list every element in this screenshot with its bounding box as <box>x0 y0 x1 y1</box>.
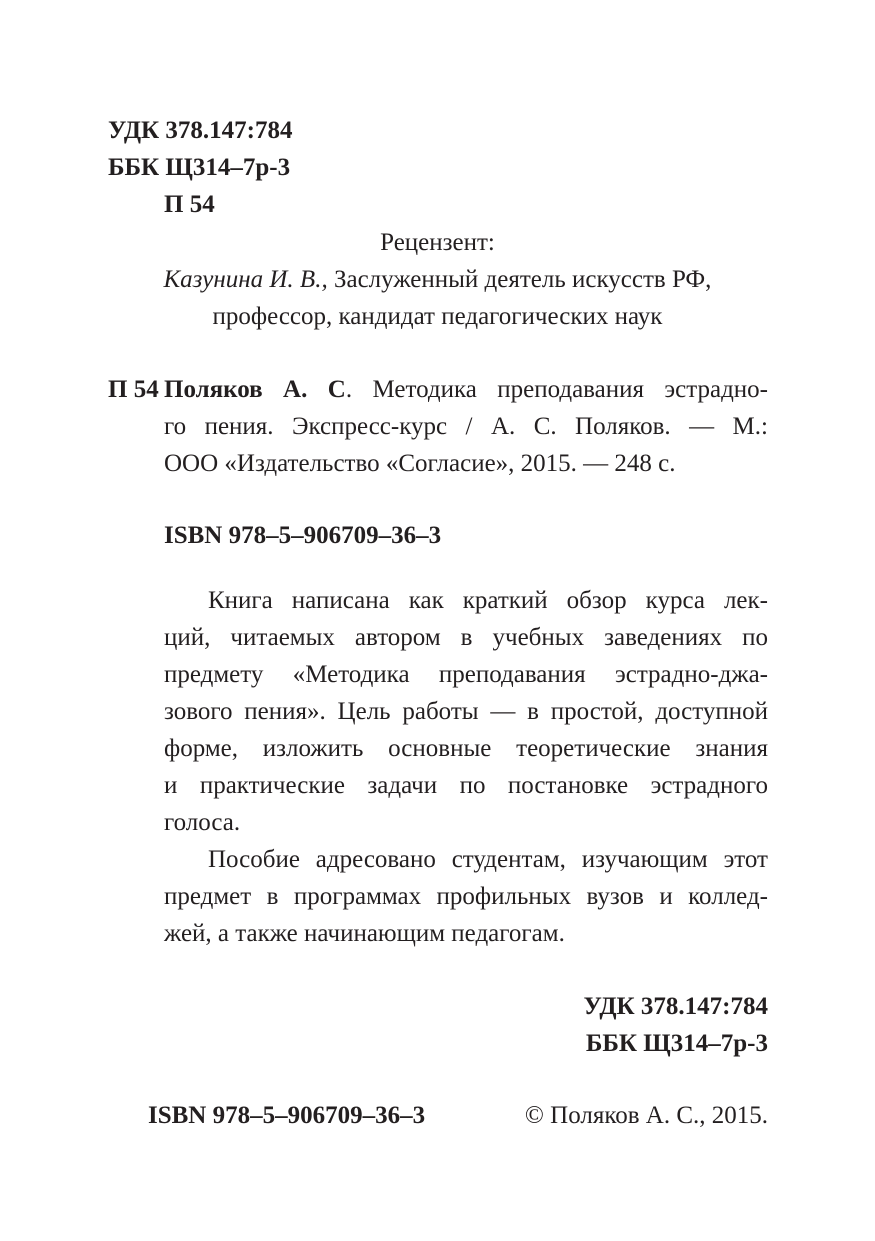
annotation-line: голоса. <box>164 809 241 836</box>
entry-line: ООО «Издательство «Согласие», 2015. — 248 с. <box>164 450 676 477</box>
bibliographic-entry <box>164 371 768 482</box>
footer-isbn: ISBN 978–5–906709–36–3 <box>148 1102 426 1129</box>
entry-line <box>164 371 768 408</box>
annotation-line: предмету «Методика преподавания эстрадно-джа- <box>164 661 768 688</box>
annotation-line: ций, читаемых автором в учебных заведениях по <box>164 624 768 651</box>
copyright: © Поляков А. С., 2015. <box>524 1102 768 1129</box>
reviewer-name: Казунина И. В., <box>163 266 328 293</box>
reviewer-title: Рецензент: <box>380 229 495 256</box>
footer-udk-code: УДК 378.147:784 <box>583 993 768 1020</box>
reviewer-line-1 <box>0 261 875 298</box>
entry-author: Поляков А. С <box>164 376 346 403</box>
annotation-line: зового пения». Цель работы — в простой, доступной <box>164 698 768 725</box>
annotation-line: Пособие адресовано студентам, изучающим этот <box>208 846 768 873</box>
annotation-line: предмет в программах профильных вузов и коллед- <box>164 883 768 910</box>
annotation-line: жей, а также начинающим педагогам. <box>164 920 565 947</box>
bbk-code: ББК Щ314–7р-3 <box>108 154 291 181</box>
isbn: ISBN 978–5–906709–36–3 <box>164 522 442 549</box>
reviewer-line-2: профессор, кандидат педагогических наук <box>212 303 663 330</box>
annotation-line: и практические задачи по постановке эстрадного <box>164 772 768 799</box>
entry-title: . Методика преподавания эстрадно- <box>345 376 768 403</box>
entry-author-mark: П 54 <box>108 376 159 403</box>
footer-bbk-code: ББК Щ314–7р-3 <box>585 1030 768 1057</box>
annotation-line: форме, изложить основные теоретические знания <box>164 735 768 762</box>
reviewer-credentials: Заслуженный деятель искусств РФ, <box>327 266 712 293</box>
author-mark: П 54 <box>164 191 215 218</box>
annotation <box>164 582 768 952</box>
entry-line: го пения. Экспресс-курс / А. С. Поляков. — М.: <box>164 413 768 440</box>
annotation-line: Книга написана как краткий обзор курса лек- <box>208 587 768 614</box>
udk-code: УДК 378.147:784 <box>108 117 293 144</box>
